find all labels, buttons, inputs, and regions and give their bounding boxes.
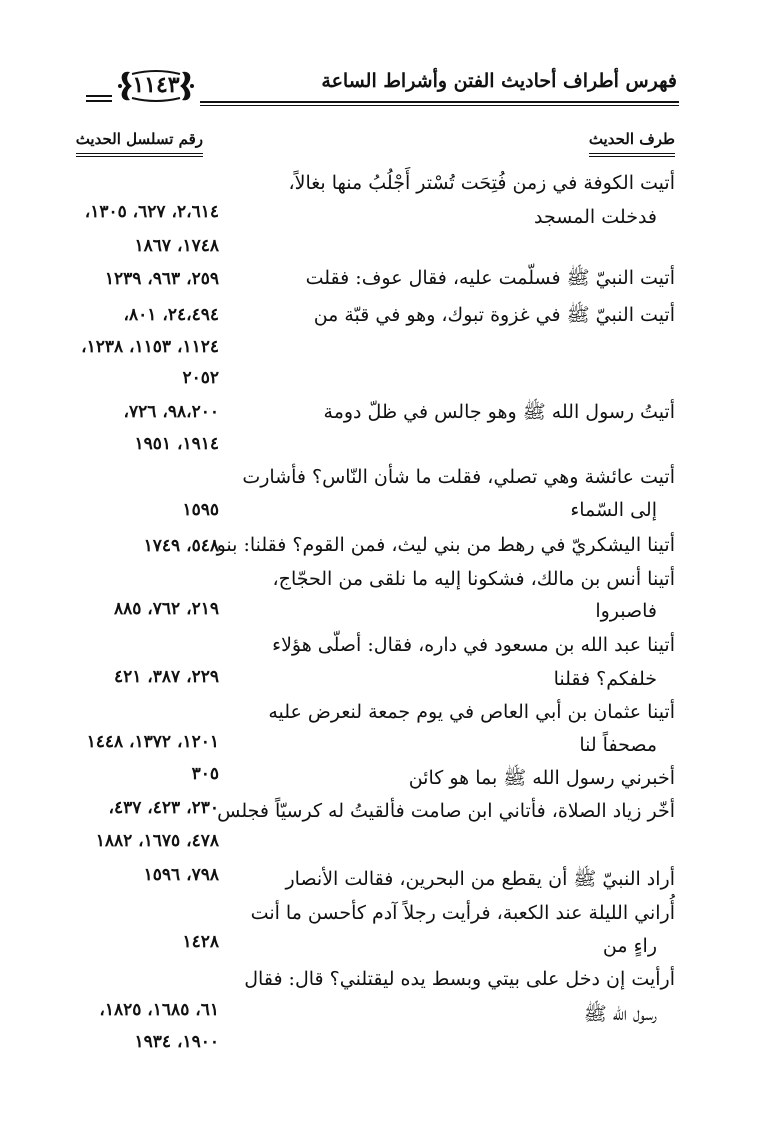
hadith-line: أرأيت إن دخل على بيتي وبسط يده ليقتلني؟ قال: فقال [244,968,675,990]
hadith-column-header [589,130,675,148]
hadith-line: إلى السّماء [570,499,657,521]
page-number-ornament [112,66,200,106]
header-rule [200,101,679,103]
header-rule-thin [200,105,679,106]
hadith-line: رسول الله ﷺ [583,1003,657,1025]
serial-numbers: ١١٢٤، ١١٥٣، ١٢٣٨، [81,337,219,357]
hadith-line: راءٍ من [602,935,657,957]
hadith-line: أتيت النبيّ ﷺ فسلّمت عليه، فقال عوف: فقلت [305,267,675,289]
hadith-line: أتيتُ رسول الله ﷺ وهو جالس في ظلّ دومة [323,401,675,423]
serial-column-header [76,130,203,148]
serial-numbers: ٢١٩، ٧٦٢، ٨٨٥ [113,599,219,619]
header-underline [76,156,203,157]
hadith-line: أتينا عثمان بن أبي العاص في يوم جمعة لنعرض عليه [268,701,675,723]
serial-numbers: ١٢٠١، ١٣٧٢، ١٤٤٨ [86,732,219,752]
left-rule-bottom [86,100,112,102]
serial-numbers: ١٩٠٠، ١٩٣٤ [134,1032,219,1052]
serial-numbers: ٢٠٥٢ [182,368,219,388]
serial-numbers: ٦١، ١٦٨٥، ١٨٢٥، [99,1000,219,1020]
serial-numbers: ٤٧٨، ١٦٧٥، ١٨٨٢ [95,831,219,851]
serial-numbers: ٢٥٩، ٩٦٣، ١٢٣٩ [104,269,219,289]
hadith-line: خلفكم؟ فقلنا [553,668,657,690]
hadith-line: أتيت عائشة وهي تصلي، فقلت ما شأن النّاس؟ فأشارت [242,466,675,488]
header-underline [76,153,203,154]
left-rule-top [86,95,112,97]
hadith-line: أُراني الليلة عند الكعبة، فرأيت رجلاً آدم كأحسن ما أنت [250,902,675,924]
hadith-line: مصحفاً لنا [579,734,657,756]
hadith-line: أتينا أنس بن مالك، فشكونا إليه ما نلقى من الحجّاج، [272,568,675,590]
header-underline [589,156,675,157]
serial-numbers: ١٤٢٨ [182,932,219,952]
hadith-line: فاصبروا [595,600,657,622]
serial-numbers: ٥٤٨، ١٧٤٩ [143,536,219,556]
hadith-line: أتيت النبيّ ﷺ في غزوة تبوك، وهو في قبّة من [313,304,675,326]
serial-numbers: ١٩١٤، ١٩٥١ [134,434,219,454]
hadith-line: أتينا اليشكريّ في رهط من بني ليث، فمن القوم؟ فقلنا: بنو [216,534,675,556]
hadith-line: أتينا عبد الله بن مسعود في داره، فقال: أصلّى هؤلاء [272,634,675,656]
serial-numbers: ١٥٩٥ [182,500,219,520]
serial-numbers: ١٧٤٨، ١٨٦٧ [134,236,219,256]
hadith-line: أراد النبيّ ﷺ أن يقطع من البحرين، فقالت الأنصار [285,868,675,890]
running-title: فهرس أطراف أحاديث الفتن وأشراط الساعة [321,70,677,92]
serial-numbers: ٢٢٩، ٣٨٧، ٤٢١ [113,667,219,687]
serial-numbers: ٢٣٠، ٤٢٣، ٤٣٧، [108,798,219,818]
header-underline [589,153,675,154]
hadith-line: فدخلت المسجد [533,206,657,228]
serial-numbers: ٢٤،٤٩٤، ٨٠١، [123,305,219,325]
serial-numbers: ٧٩٨، ١٥٩٦ [143,865,219,885]
page-number-text: ١١٤٣ [132,72,180,98]
serial-column-header-label: رقم تسلسل الحديث [75,130,203,148]
hadith-line: أخبرني رسول الله ﷺ بما هو كائن [408,767,675,789]
serial-numbers: ٣٠٥ [191,764,219,784]
hadith-line: أخّر زياد الصلاة، فأتاني ابن صامت فألقيتُ له كرسيّاً فجلس [217,800,675,822]
serial-numbers: ٩٨،٢٠٠، ٧٢٦، [123,402,219,422]
serial-numbers: ٢،٦١٤، ٦٢٧، ١٣٠٥، [84,202,219,222]
hadith-line: أتيت الكوفة في زمن فُتِحَت تُسْتر أَجْلُبُ منها بغالاً، [288,172,675,194]
hadith-column-header-label: طرف الحديث [588,130,675,148]
